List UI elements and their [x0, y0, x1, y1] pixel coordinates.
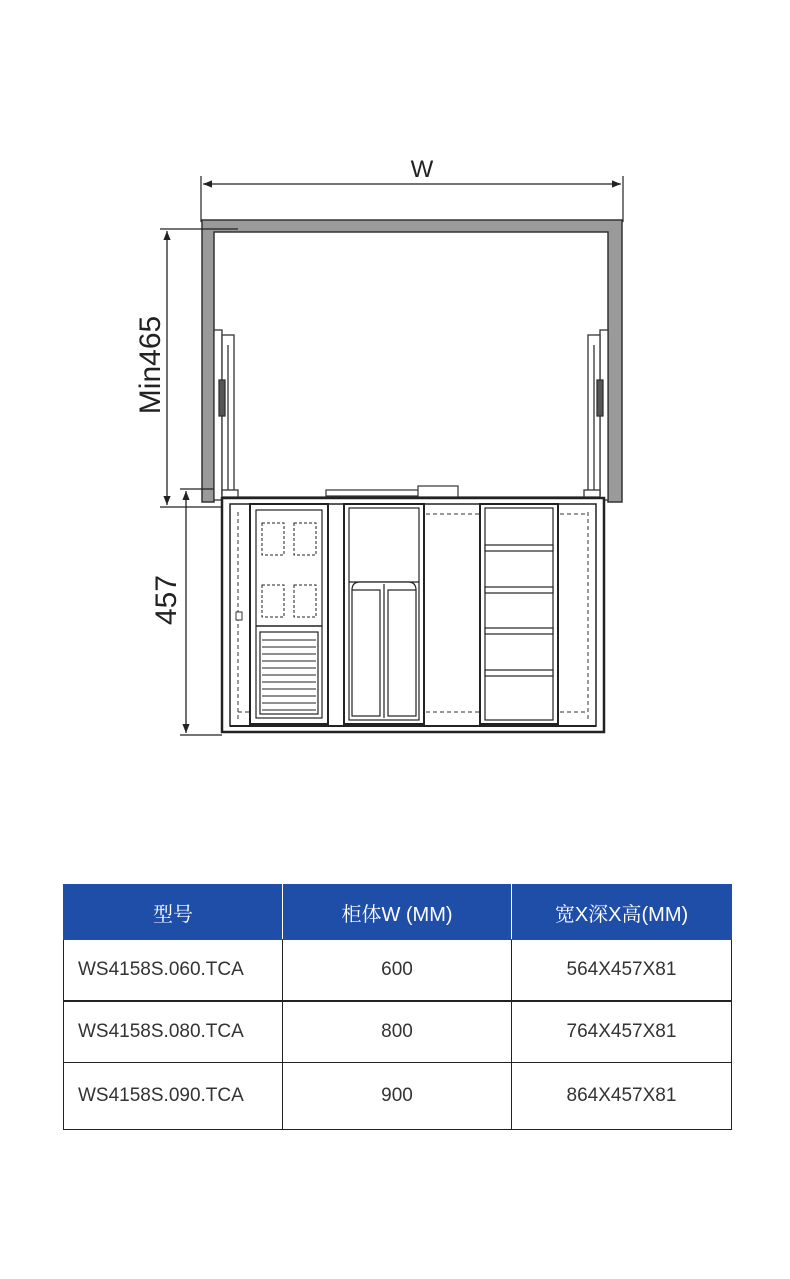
column-header-model: 型号 [64, 885, 283, 940]
column-header-size: 宽X深X高(MM) [512, 885, 732, 940]
table-row [64, 1001, 732, 1063]
model-cell: WS4158S.080.TCA [64, 1001, 283, 1063]
table-row [64, 1063, 732, 1130]
basket-handle-rail [222, 486, 600, 498]
model-cell: WS4158S.060.TCA [64, 940, 283, 1002]
table-row [64, 940, 732, 1002]
size-cell: 564X457X81 [512, 940, 732, 1002]
size-cell: 864X457X81 [512, 1063, 732, 1130]
left-compartment [250, 504, 328, 724]
cabinet-width-cell: 600 [283, 940, 512, 1002]
center-compartment [344, 504, 424, 724]
depth-dimension [150, 489, 222, 735]
lift-mechanism-left [214, 330, 238, 500]
cabinet-width-cell: 800 [283, 1001, 512, 1063]
width-label: W [410, 156, 434, 183]
column-header-cabinet-width: 柜体W (MM) [283, 885, 512, 940]
depth-label: 457 [150, 574, 183, 626]
right-compartment [480, 504, 558, 724]
cabinet-width-cell: 900 [283, 1063, 512, 1130]
height-label: Min465 [134, 315, 167, 415]
size-cell: 764X457X81 [512, 1001, 732, 1063]
model-cell: WS4158S.090.TCA [64, 1063, 283, 1130]
lift-mechanism-right [584, 330, 608, 500]
table-header-row [64, 885, 732, 940]
spec-table [63, 884, 732, 1130]
width-dimension [201, 156, 623, 222]
cabinet-frame [202, 220, 622, 502]
